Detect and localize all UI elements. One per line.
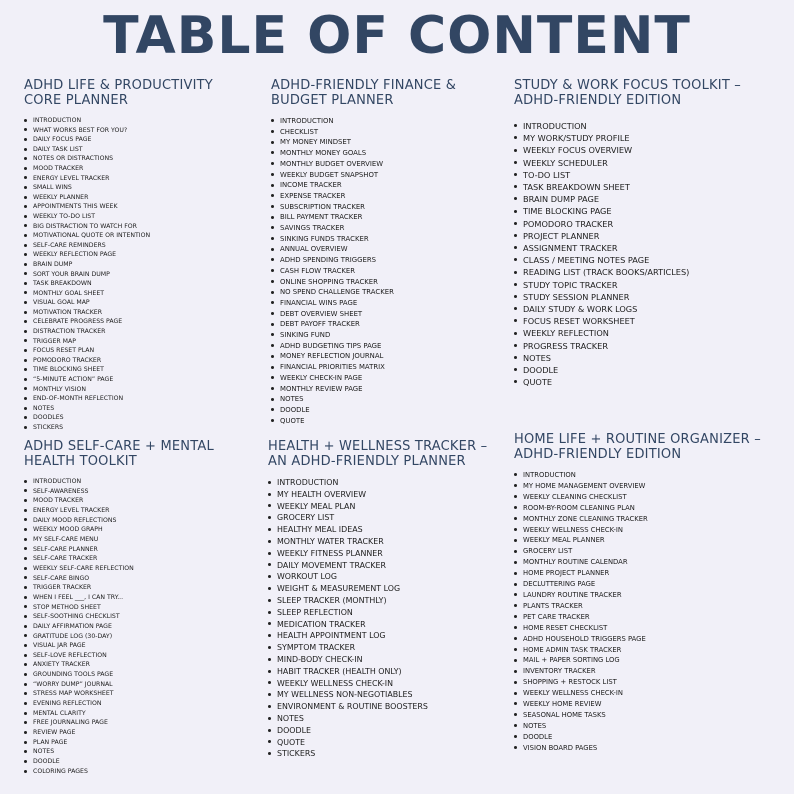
- section-self-care-mental-health: [24, 439, 252, 776]
- list-item: WEEKLY WELLNESS CHECK-IN: [514, 688, 774, 699]
- list-item: TRIGGER MAP: [24, 337, 252, 347]
- list-item: WEEKLY MOOD GRAPH: [24, 525, 252, 535]
- list-item: WEEKLY FITNESS PLANNER: [268, 548, 500, 560]
- list-item: REVIEW PAGE: [24, 728, 252, 738]
- list-item: EXPENSE TRACKER: [271, 191, 503, 202]
- list-item: FINANCIAL PRIORITIES MATRIX: [271, 362, 503, 373]
- list-item: INTRODUCTION: [268, 477, 500, 489]
- list-item: ENVIRONMENT & ROUTINE BOOSTERS: [268, 701, 500, 713]
- list-item: WEEKLY WELLNESS CHECK-IN: [514, 525, 774, 536]
- list-item: SELF-CARE BINGO: [24, 574, 252, 584]
- list-item: INTRODUCTION: [24, 116, 252, 126]
- list-item: MONTHLY ZONE CLEANING TRACKER: [514, 514, 774, 525]
- list-item: ADHD SPENDING TRIGGERS: [271, 255, 503, 266]
- list-item: NOTES: [24, 404, 252, 414]
- list-item: SEASONAL HOME TASKS: [514, 710, 774, 721]
- list-item: NOTES OR DISTRACTIONS: [24, 154, 252, 164]
- section-health-wellness: [268, 439, 500, 760]
- list-item: BIG DISTRACTION TO WATCH FOR: [24, 222, 252, 232]
- list-item: POMODORO TRACKER: [24, 356, 252, 366]
- item-list: [514, 120, 774, 388]
- list-item: WEEKLY SCHEDULER: [514, 157, 774, 169]
- list-item: DOODLE: [514, 732, 774, 743]
- section-finance-budget: [271, 78, 503, 426]
- list-item: PLANTS TRACKER: [514, 601, 774, 612]
- list-item: PROGRESS TRACKER: [514, 340, 774, 352]
- list-item: CHECKLIST: [271, 127, 503, 138]
- list-item: VISION BOARD PAGES: [514, 743, 774, 754]
- list-item: STICKERS: [24, 423, 252, 433]
- list-item: CASH FLOW TRACKER: [271, 266, 503, 277]
- list-item: VISUAL JAR PAGE: [24, 641, 252, 651]
- list-item: MY HEALTH OVERVIEW: [268, 489, 500, 501]
- list-item: DAILY MOOD REFLECTIONS: [24, 516, 252, 526]
- list-item: MONTHLY BUDGET OVERVIEW: [271, 159, 503, 170]
- list-item: INTRODUCTION: [24, 477, 252, 487]
- list-item: HOME RESET CHECKLIST: [514, 623, 774, 634]
- list-item: “5-MINUTE ACTION” PAGE: [24, 375, 252, 385]
- list-item: WEEKLY CHECK-IN PAGE: [271, 373, 503, 384]
- list-item: FINANCIAL WINS PAGE: [271, 298, 503, 309]
- list-item: SLEEP REFLECTION: [268, 607, 500, 619]
- list-item: WEEKLY SELF-CARE REFLECTION: [24, 564, 252, 574]
- list-item: PLAN PAGE: [24, 738, 252, 748]
- list-item: NOTES: [268, 713, 500, 725]
- list-item: SORT YOUR BRAIN DUMP: [24, 270, 252, 280]
- list-item: MY HOME MANAGEMENT OVERVIEW: [514, 481, 774, 492]
- section-heading: STUDY & WORK FOCUS TOOLKIT – ADHD-FRIENDLY EDITION: [514, 78, 741, 108]
- list-item: MAIL + PAPER SORTING LOG: [514, 655, 774, 666]
- page-title: TABLE OF CONTENT: [103, 6, 691, 66]
- list-item: NOTES: [514, 721, 774, 732]
- list-item: TRIGGER TRACKER: [24, 583, 252, 593]
- list-item: PET CARE TRACKER: [514, 612, 774, 623]
- list-item: TIME BLOCKING SHEET: [24, 365, 252, 375]
- list-item: MIND-BODY CHECK-IN: [268, 654, 500, 666]
- list-item: SAVINGS TRACKER: [271, 223, 503, 234]
- list-item: QUOTE: [271, 416, 503, 427]
- list-item: MY WELLNESS NON-NEGOTIABLES: [268, 689, 500, 701]
- list-item: INTRODUCTION: [514, 120, 774, 132]
- list-item: MOOD TRACKER: [24, 496, 252, 506]
- list-item: MONTHLY GOAL SHEET: [24, 289, 252, 299]
- list-item: CELEBRATE PROGRESS PAGE: [24, 317, 252, 327]
- list-item: DOODLE: [271, 405, 503, 416]
- list-item: NOTES: [24, 747, 252, 757]
- list-item: QUOTE: [268, 737, 500, 749]
- list-item: WEEKLY MEAL PLAN: [268, 501, 500, 513]
- section-heading: HOME LIFE + ROUTINE ORGANIZER – ADHD-FRIENDLY EDITION: [514, 432, 761, 462]
- list-item: BILL PAYMENT TRACKER: [271, 212, 503, 223]
- list-item: INVENTORY TRACKER: [514, 666, 774, 677]
- list-item: MONEY REFLECTION JOURNAL: [271, 351, 503, 362]
- list-item: VISUAL GOAL MAP: [24, 298, 252, 308]
- list-item: WEEKLY REFLECTION: [514, 327, 774, 339]
- list-item: END-OF-MONTH REFLECTION: [24, 394, 252, 404]
- list-item: GRATITUDE LOG (30-DAY): [24, 632, 252, 642]
- section-home-life-routine: [514, 432, 774, 754]
- list-item: ENERGY LEVEL TRACKER: [24, 174, 252, 184]
- list-item: SELF-SOOTHING CHECKLIST: [24, 612, 252, 622]
- list-item: SLEEP TRACKER (MONTHLY): [268, 595, 500, 607]
- list-item: ENERGY LEVEL TRACKER: [24, 506, 252, 516]
- section-heading: ADHD LIFE & PRODUCTIVITY CORE PLANNER: [24, 78, 213, 108]
- list-item: SUBSCRIPTION TRACKER: [271, 202, 503, 213]
- list-item: MY SELF-CARE MENU: [24, 535, 252, 545]
- list-item: LAUNDRY ROUTINE TRACKER: [514, 590, 774, 601]
- list-item: SINKING FUNDS TRACKER: [271, 234, 503, 245]
- item-list: [514, 470, 774, 754]
- list-item: BRAIN DUMP PAGE: [514, 193, 774, 205]
- list-item: MONTHLY VISION: [24, 385, 252, 395]
- list-item: MONTHLY WATER TRACKER: [268, 536, 500, 548]
- list-item: WHEN I FEEL ___, I CAN TRY...: [24, 593, 252, 603]
- list-item: WEEKLY BUDGET SNAPSHOT: [271, 170, 503, 181]
- list-item: DAILY FOCUS PAGE: [24, 135, 252, 145]
- list-item: FOCUS RESET PLAN: [24, 346, 252, 356]
- list-item: DISTRACTION TRACKER: [24, 327, 252, 337]
- list-item: WEEKLY TO-DO LIST: [24, 212, 252, 222]
- list-item: DECLUTTERING PAGE: [514, 579, 774, 590]
- item-list: [24, 116, 252, 433]
- list-item: “WORRY DUMP” JOURNAL: [24, 680, 252, 690]
- list-item: MONTHLY MONEY GOALS: [271, 148, 503, 159]
- section-heading: ADHD SELF-CARE + MENTAL HEALTH TOOLKIT: [24, 439, 214, 469]
- list-item: ROOM-BY-ROOM CLEANING PLAN: [514, 503, 774, 514]
- list-item: DEBT PAYOFF TRACKER: [271, 319, 503, 330]
- list-item: NOTES: [271, 394, 503, 405]
- list-item: GROCERY LIST: [268, 512, 500, 524]
- list-item: INTRODUCTION: [271, 116, 503, 127]
- list-item: TASK BREAKDOWN SHEET: [514, 181, 774, 193]
- list-item: BRAIN DUMP: [24, 260, 252, 270]
- list-item: INTRODUCTION: [514, 470, 774, 481]
- list-item: MONTHLY ROUTINE CALENDAR: [514, 557, 774, 568]
- list-item: GROCERY LIST: [514, 546, 774, 557]
- list-item: SMALL WINS: [24, 183, 252, 193]
- list-item: HABIT TRACKER (HEALTH ONLY): [268, 666, 500, 678]
- list-item: MENTAL CLARITY: [24, 709, 252, 719]
- list-item: ANNUAL OVERVIEW: [271, 244, 503, 255]
- list-item: SYMPTOM TRACKER: [268, 642, 500, 654]
- list-item: COLORING PAGES: [24, 767, 252, 777]
- list-item: SELF-CARE REMINDERS: [24, 241, 252, 251]
- list-item: WEEKLY HOME REVIEW: [514, 699, 774, 710]
- list-item: DAILY TASK LIST: [24, 145, 252, 155]
- list-item: WEEKLY CLEANING CHECKLIST: [514, 492, 774, 503]
- item-list: [268, 477, 500, 760]
- list-item: STRESS MAP WORKSHEET: [24, 689, 252, 699]
- list-item: EVENING REFLECTION: [24, 699, 252, 709]
- list-item: MOTIVATIONAL QUOTE OR INTENTION: [24, 231, 252, 241]
- list-item: WEEKLY FOCUS OVERVIEW: [514, 144, 774, 156]
- list-item: SHOPPING + RESTOCK LIST: [514, 677, 774, 688]
- list-item: WEEKLY REFLECTION PAGE: [24, 250, 252, 260]
- list-item: PROJECT PLANNER: [514, 230, 774, 242]
- list-item: SINKING FUND: [271, 330, 503, 341]
- list-item: STICKERS: [268, 748, 500, 760]
- list-item: MONTHLY REVIEW PAGE: [271, 384, 503, 395]
- list-item: DOODLES: [24, 413, 252, 423]
- list-item: DEBT OVERVIEW SHEET: [271, 309, 503, 320]
- list-item: ADHD HOUSEHOLD TRIGGERS PAGE: [514, 634, 774, 645]
- list-item: WHAT WORKS BEST FOR YOU?: [24, 126, 252, 136]
- list-item: ANXIETY TRACKER: [24, 660, 252, 670]
- list-item: CLASS / MEETING NOTES PAGE: [514, 254, 774, 266]
- list-item: DOODLE: [268, 725, 500, 737]
- list-item: DOODLE: [24, 757, 252, 767]
- list-item: HEALTHY MEAL IDEAS: [268, 524, 500, 536]
- section-adhd-life-productivity: [24, 78, 252, 433]
- list-item: TO-DO LIST: [514, 169, 774, 181]
- list-item: ADHD BUDGETING TIPS PAGE: [271, 341, 503, 352]
- list-item: TIME BLOCKING PAGE: [514, 205, 774, 217]
- list-item: INCOME TRACKER: [271, 180, 503, 191]
- list-item: STUDY TOPIC TRACKER: [514, 279, 774, 291]
- list-item: TASK BREAKDOWN: [24, 279, 252, 289]
- list-item: MY MONEY MINDSET: [271, 137, 503, 148]
- list-item: FOCUS RESET WORKSHEET: [514, 315, 774, 327]
- list-item: WORKOUT LOG: [268, 571, 500, 583]
- list-item: SELF-CARE PLANNER: [24, 545, 252, 555]
- section-heading: HEALTH + WELLNESS TRACKER – AN ADHD-FRIENDLY PLANNER: [268, 439, 488, 469]
- list-item: DAILY MOVEMENT TRACKER: [268, 560, 500, 572]
- list-item: MOOD TRACKER: [24, 164, 252, 174]
- list-item: ONLINE SHOPPING TRACKER: [271, 277, 503, 288]
- item-list: [271, 116, 503, 426]
- list-item: WEIGHT & MEASUREMENT LOG: [268, 583, 500, 595]
- list-item: SELF-AWARENESS: [24, 487, 252, 497]
- list-item: SELF-CARE TRACKER: [24, 554, 252, 564]
- list-item: HEALTH APPOINTMENT LOG: [268, 630, 500, 642]
- list-item: HOME ADMIN TASK TRACKER: [514, 645, 774, 656]
- list-item: NO SPEND CHALLENGE TRACKER: [271, 287, 503, 298]
- list-item: POMODORO TRACKER: [514, 218, 774, 230]
- item-list: [24, 477, 252, 776]
- list-item: QUOTE: [514, 376, 774, 388]
- list-item: DAILY AFFIRMATION PAGE: [24, 622, 252, 632]
- list-item: MOTIVATION TRACKER: [24, 308, 252, 318]
- list-item: APPOINTMENTS THIS WEEK: [24, 202, 252, 212]
- list-item: DOODLE: [514, 364, 774, 376]
- list-item: SELF-LOVE REFLECTION: [24, 651, 252, 661]
- list-item: READING LIST (TRACK BOOKS/ARTICLES): [514, 266, 774, 278]
- list-item: HOME PROJECT PLANNER: [514, 568, 774, 579]
- list-item: GROUNDING TOOLS PAGE: [24, 670, 252, 680]
- list-item: WEEKLY WELLNESS CHECK-IN: [268, 678, 500, 690]
- list-item: WEEKLY MEAL PLANNER: [514, 535, 774, 546]
- section-study-work-focus: [514, 78, 774, 388]
- list-item: NOTES: [514, 352, 774, 364]
- list-item: STOP METHOD SHEET: [24, 603, 252, 613]
- list-item: MY WORK/STUDY PROFILE: [514, 132, 774, 144]
- list-item: DAILY STUDY & WORK LOGS: [514, 303, 774, 315]
- list-item: STUDY SESSION PLANNER: [514, 291, 774, 303]
- section-heading: ADHD-FRIENDLY FINANCE & BUDGET PLANNER: [271, 78, 457, 108]
- list-item: WEEKLY PLANNER: [24, 193, 252, 203]
- list-item: MEDICATION TRACKER: [268, 619, 500, 631]
- list-item: FREE JOURNALING PAGE: [24, 718, 252, 728]
- list-item: ASSIGNMENT TRACKER: [514, 242, 774, 254]
